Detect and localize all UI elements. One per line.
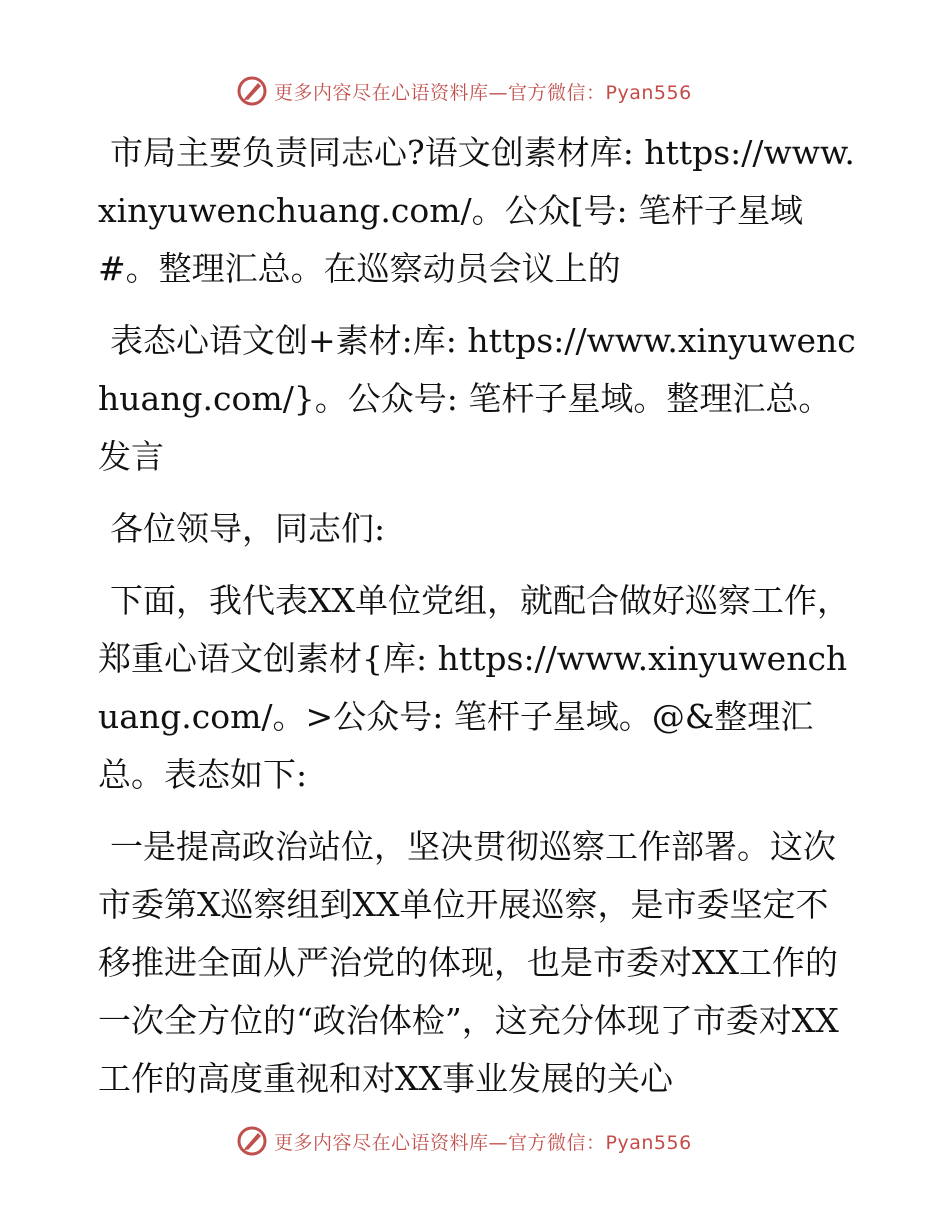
quill-seal-icon: [236, 75, 268, 107]
paragraph-2: 表态心语文创+素材:库: https://www.xinyuwenchuang.com/}。公众号: 笔杆子星域。整理汇总。发言: [98, 321, 856, 476]
header-watermark: [236, 74, 736, 108]
paragraph-salutation: 各位领导，同志们:: [110, 509, 386, 548]
watermark-wechat-id: Pyan556: [605, 1131, 692, 1154]
quill-seal-icon: [236, 1125, 268, 1157]
document-body: [98, 124, 858, 1122]
watermark-wechat-id: Pyan556: [605, 81, 692, 104]
footer-watermark: [236, 1124, 736, 1158]
paragraph-3: 下面，我代表XX单位党组，就配合做好巡察工作，郑重心语文创素材{库: https://www.xinyuwenchuang.com/。>公众号: 笔杆子星域。@&整理汇总。表态如下:: [98, 581, 850, 794]
watermark-text: 更多内容尽在心语资料库—官方微信：: [274, 1131, 606, 1154]
paragraph-1: 市局主要负责同志心?语文创素材库: https://www.xinyuwenchuang.com/。公众[号: 笔杆子星域#。整理汇总。在巡察动员会议上的: [98, 133, 855, 288]
watermark-text: 更多内容尽在心语资料库—官方微信：: [274, 81, 606, 104]
paragraph-4: 一是提高政治站位，坚决贯彻巡察工作部署。这次市委第X巡察组到XX单位开展巡察，是市委坚定不移推进全面从严治党的体现，也是市委对XX工作的一次全方位的“政治体检”，这充分体现了市委对XX工作的高度重视和对XX事业发展的关心: [98, 827, 839, 1098]
